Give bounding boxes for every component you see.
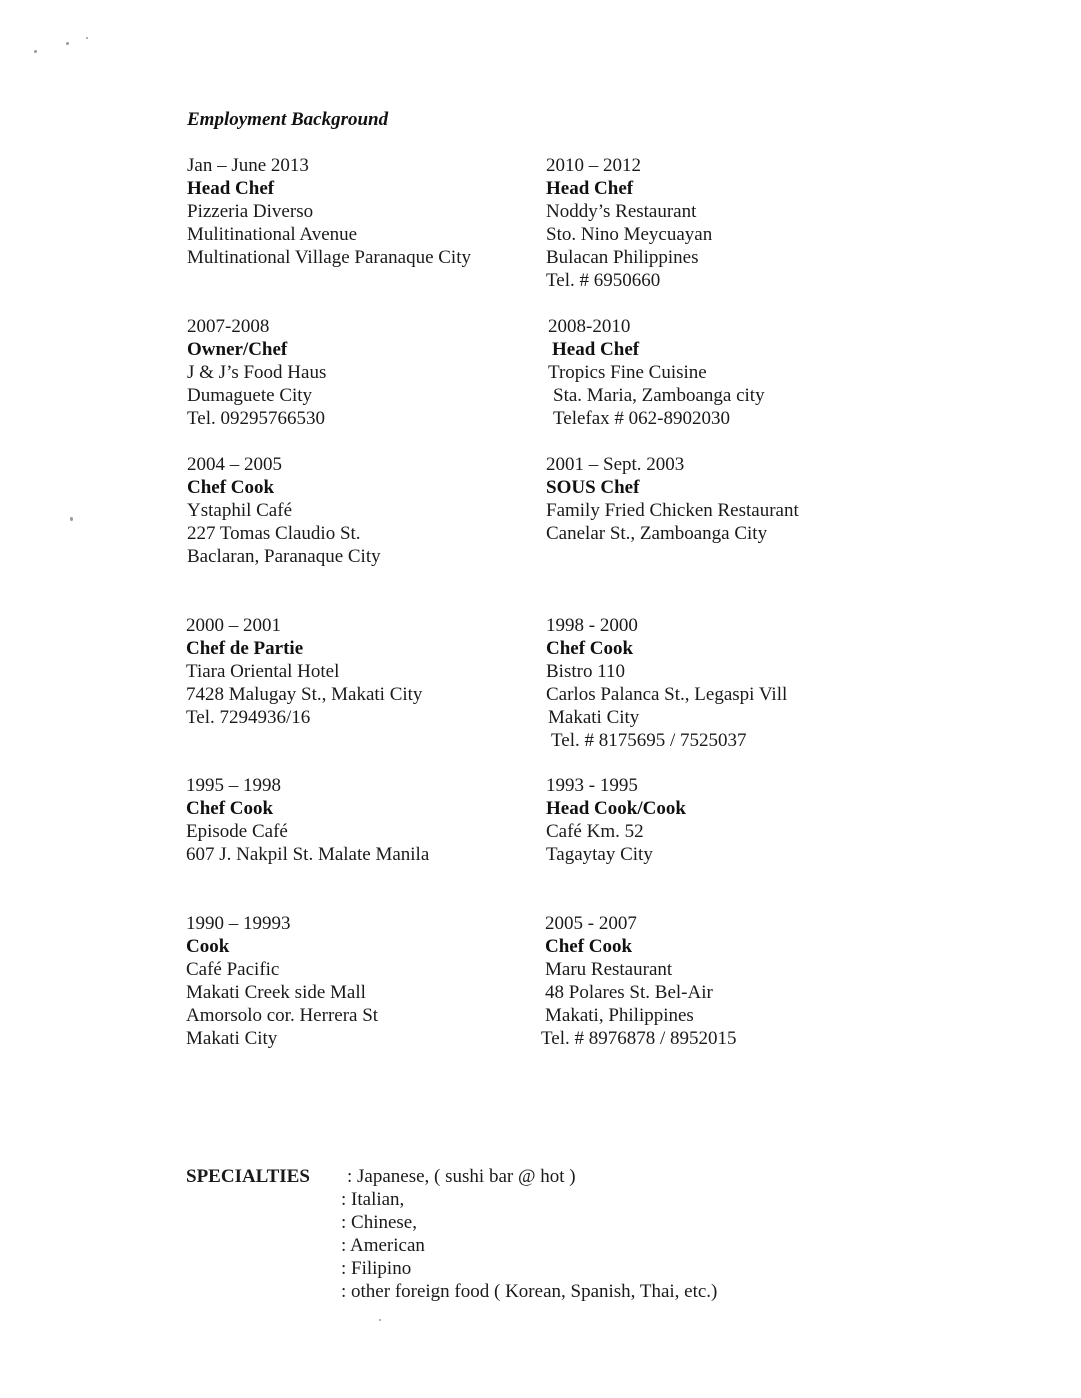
job-entry [187, 453, 381, 568]
job-detail-line: Tropics Fine Cuisine [548, 362, 707, 383]
job-period: 2007-2008 [187, 316, 270, 337]
job-detail-line: Family Fried Chicken Restaurant [546, 500, 799, 521]
job-period: 2010 – 2012 [546, 155, 641, 176]
job-entry [186, 614, 422, 729]
specialty-item: : American [341, 1235, 425, 1256]
job-detail-line: Makati City [548, 707, 640, 728]
job-detail-line: Pizzeria Diverso [187, 201, 314, 222]
job-period: 1995 – 1998 [186, 775, 281, 796]
job-detail-line: Sto. Nino Meycuayan [546, 224, 713, 245]
job-title: Owner/Chef [187, 339, 288, 360]
job-entry [546, 154, 712, 292]
job-title: Chef Cook [187, 477, 275, 498]
section-heading: Employment Background [187, 109, 389, 130]
scan-speck [379, 1319, 381, 1321]
job-detail-line: Café Pacific [186, 959, 280, 980]
job-period: 1993 - 1995 [546, 775, 638, 796]
job-title: Head Chef [552, 339, 640, 360]
job-detail-line: Tiara Oriental Hotel [186, 661, 340, 682]
job-entry [546, 774, 686, 866]
job-entry [186, 774, 429, 866]
specialty-item: : Filipino [341, 1258, 412, 1279]
job-detail-line: J & J’s Food Haus [187, 362, 327, 383]
job-title: SOUS Chef [546, 477, 640, 498]
job-period: 2008-2010 [548, 316, 631, 337]
job-detail-line: Multinational Village Paranaque City [187, 247, 471, 268]
job-period: 2004 – 2005 [187, 454, 282, 475]
scan-speck [70, 517, 73, 521]
job-detail-line: Bulacan Philippines [546, 247, 699, 268]
job-detail-line: Café Km. 52 [546, 821, 644, 842]
job-entry [546, 453, 799, 545]
job-detail-line: Canelar St., Zamboanga City [546, 523, 768, 544]
job-entry [541, 912, 737, 1050]
job-detail-line: Mulitinational Avenue [187, 224, 358, 245]
job-period: 1990 – 19993 [186, 913, 291, 934]
job-title: Chef Cook [546, 638, 634, 659]
job-title: Head Chef [187, 178, 275, 199]
job-detail-line: Maru Restaurant [545, 959, 673, 980]
job-period: 2000 – 2001 [186, 615, 281, 636]
job-detail-line: 7428 Malugay St., Makati City [186, 684, 423, 705]
job-entry [187, 315, 326, 430]
specialties-list [341, 1165, 717, 1303]
specialty-item: : other foreign food ( Korean, Spanish, Thai, etc.) [341, 1281, 718, 1302]
job-period: 2001 – Sept. 2003 [546, 454, 685, 475]
job-detail-line: Episode Café [186, 821, 288, 842]
job-detail-line: Tagaytay City [546, 844, 653, 865]
job-title: Chef de Partie [186, 638, 304, 659]
job-detail-line: Noddy’s Restaurant [546, 201, 697, 222]
job-entry [546, 614, 787, 752]
job-detail-line: Makati Creek side Mall [186, 982, 366, 1003]
job-entry [186, 912, 378, 1050]
specialties-label: SPECIALTIES [186, 1166, 310, 1187]
job-title: Chef Cook [545, 936, 633, 957]
specialty-item: : Japanese, ( sushi bar @ hot ) [347, 1166, 576, 1187]
job-detail-line: Tel. # 8976878 / 8952015 [541, 1028, 737, 1049]
job-detail-line: Tel. 09295766530 [187, 408, 325, 429]
job-title: Head Cook/Cook [546, 798, 686, 819]
job-detail-line: Telefax # 062-8902030 [553, 408, 731, 429]
job-entry [548, 315, 765, 430]
job-detail-line: Dumaguete City [187, 385, 313, 406]
job-detail-line: Baclaran, Paranaque City [187, 546, 381, 567]
scan-speck [86, 37, 88, 39]
job-title: Head Chef [546, 178, 634, 199]
job-title: Cook [186, 936, 230, 957]
job-detail-line: Bistro 110 [546, 661, 625, 682]
job-period: 1998 - 2000 [546, 615, 638, 636]
job-detail-line: Tel. # 8175695 / 7525037 [551, 730, 747, 751]
job-detail-line: Tel. 7294936/16 [186, 707, 311, 728]
job-detail-line: Sta. Maria, Zamboanga city [553, 385, 765, 406]
job-detail-line: Amorsolo cor. Herrera St [186, 1005, 379, 1026]
scan-speck [34, 50, 37, 53]
job-detail-line: Ystaphil Café [187, 500, 293, 521]
job-detail-line: Tel. # 6950660 [546, 270, 661, 291]
job-detail-line: Makati City [186, 1028, 278, 1049]
specialty-item: : Chinese, [341, 1212, 417, 1233]
job-detail-line: Carlos Palanca St., Legaspi Vill [546, 684, 788, 705]
scan-speck [66, 42, 69, 45]
specialty-item: : Italian, [341, 1189, 405, 1210]
job-detail-line: Makati, Philippines [545, 1005, 694, 1026]
job-detail-line: 607 J. Nakpil St. Malate Manila [186, 844, 430, 865]
job-period: Jan – June 2013 [187, 155, 309, 176]
job-entry [187, 154, 471, 269]
job-detail-line: 48 Polares St. Bel-Air [545, 982, 713, 1003]
job-detail-line: 227 Tomas Claudio St. [187, 523, 361, 544]
job-period: 2005 - 2007 [545, 913, 637, 934]
job-title: Chef Cook [186, 798, 274, 819]
